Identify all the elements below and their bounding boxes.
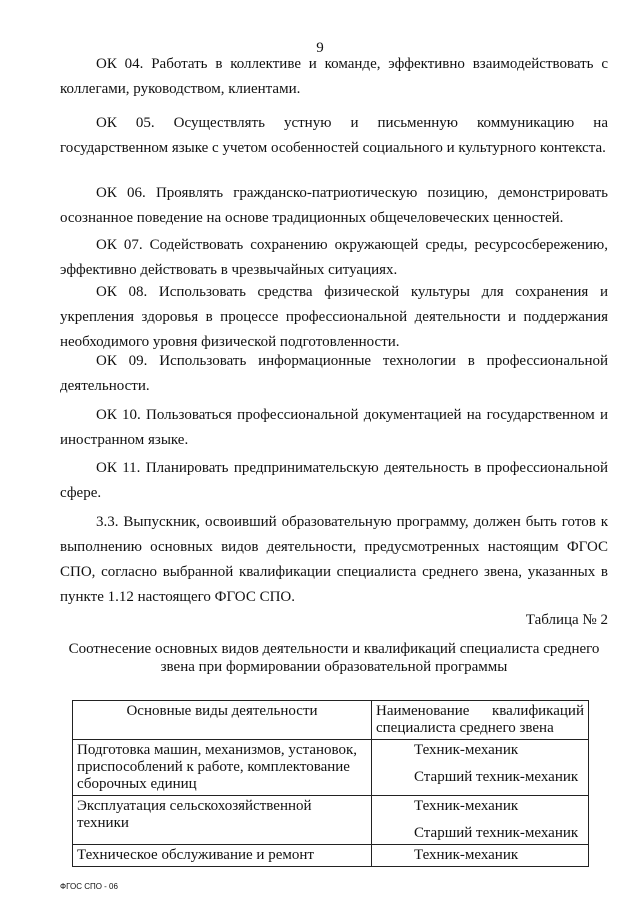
footer-doc-code: ФГОС СПО - 06 (60, 882, 118, 891)
qualification-cell (372, 740, 589, 796)
qualification-item: Техник-механик (414, 742, 519, 758)
paragraph-ok11: ОК 11. Планировать предпринимательскую деятельность в профессиональной сфере. (60, 460, 608, 501)
table-header-row (73, 701, 589, 740)
header-qualifications: Наименование квалификаций специалиста среднего звена (372, 701, 589, 740)
paragraph-ok08: ОК 08. Использовать средства физической культуры для сохранения и укрепления здоровья в процессе профессиональной деятельности и поддержания необходимого уровня физической подготовленности. (60, 284, 608, 350)
paragraph-ok05: ОК 05. Осуществлять устную и письменную коммуникацию на государственном языке с учетом особенностей социального и культурного контекста. (60, 115, 608, 156)
qualification-cell (372, 845, 589, 867)
qualification-item: Старший техник-механик (414, 769, 579, 785)
paragraph-3-3: 3.3. Выпускник, освоивший образовательную программу, должен быть готов к выполнению основных видов деятельности, предусмотренных настоящим ФГОС СПО, согласно выбранной квалификации специалиста среднего звена, указанных в пункте 1.12 настоящего ФГОС СПО. (60, 514, 608, 605)
paragraph-ok04: ОК 04. Работать в коллективе и команде, эффективно взаимодействовать с коллегами, руководством, клиентами. (60, 56, 608, 97)
activities-table (72, 700, 589, 867)
table-caption: Соотнесение основных видов деятельности и квалификаций специалиста среднего звена при формировании образовательной программы (68, 641, 600, 675)
header-activities: Основные виды деятельности (73, 701, 372, 740)
qualification-item: Техник-механик (414, 798, 519, 814)
table-row (73, 740, 589, 796)
activity-cell: Подготовка машин, механизмов, установок, приспособлений к работе, комплектование сборочных единиц (73, 740, 372, 796)
paragraph-ok06: ОК 06. Проявлять гражданско-патриотическую позицию, демонстрировать осознанное поведение на основе традиционных общечеловеческих ценностей. (60, 185, 608, 226)
paragraph-ok10: ОК 10. Пользоваться профессиональной документацией на государственном и иностранном языке. (60, 407, 608, 448)
table-row (73, 845, 589, 867)
table-row (73, 796, 589, 845)
paragraph-ok07: ОК 07. Содействовать сохранению окружающей среды, ресурсосбережению, эффективно действовать в чрезвычайных ситуациях. (60, 237, 608, 278)
page-number: 9 (316, 40, 324, 56)
table-label: Таблица № 2 (525, 612, 608, 628)
activity-cell: Эксплуатация сельскохозяйственной техники (73, 796, 372, 845)
qualification-item: Техник-механик (414, 847, 519, 863)
paragraph-ok09: ОК 09. Использовать информационные технологии в профессиональной деятельности. (60, 353, 608, 394)
activity-cell: Техническое обслуживание и ремонт (73, 845, 372, 867)
qualification-cell (372, 796, 589, 845)
qualification-item: Старший техник-механик (414, 825, 579, 841)
